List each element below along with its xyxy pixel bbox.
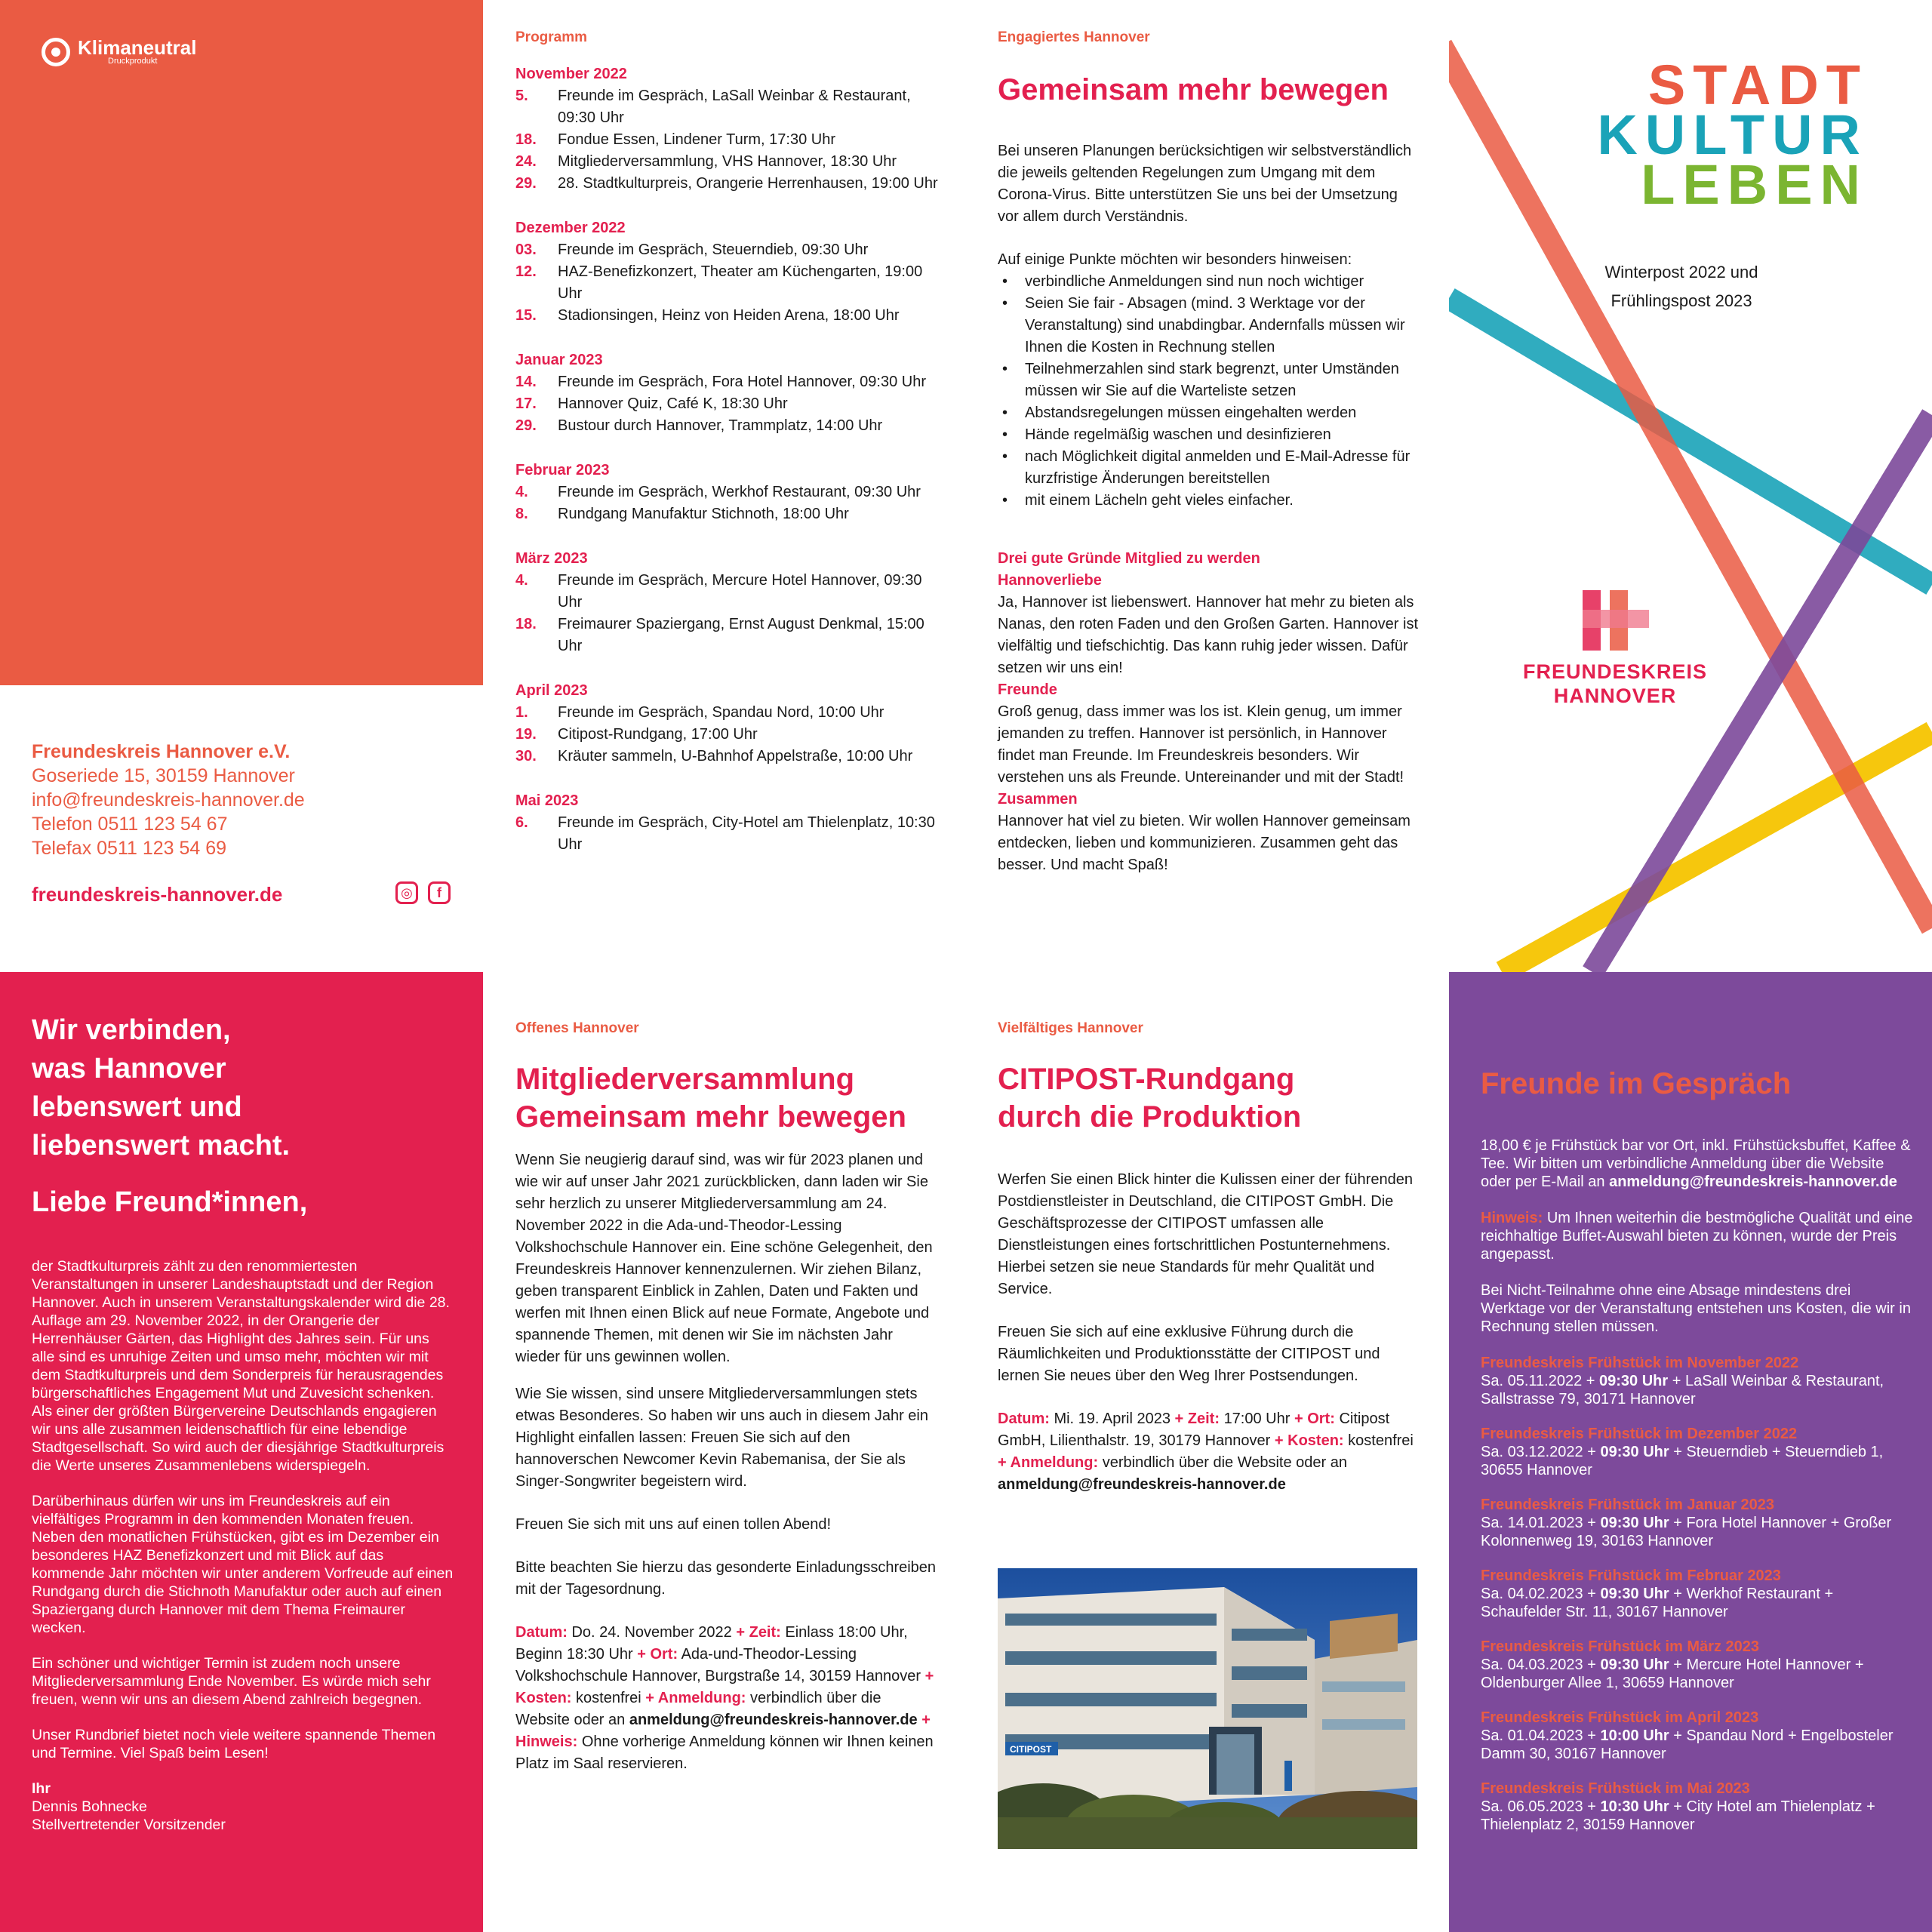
program-event [515,724,938,746]
citipost-heading-l1: CITIPOST-Rundgang [998,1063,1295,1096]
gespraech-email[interactable]: anmeldung@freundeskreis-hannover.de [1609,1174,1897,1190]
event-day: 4. [515,572,528,589]
welcome-letter [32,1257,454,1834]
value-zeit: Einlass 18:00 Uhr, Beginn 18:30 Uhr [515,1624,908,1663]
offen-heading [515,1060,938,1136]
value-datum: Do. 24. November 2022 [571,1624,732,1641]
event-text: Freunde im Gespräch, Spandau Nord, 10:00 Uhr [558,704,884,721]
engagiert-bullet-list [998,271,1420,512]
bullet-text: Hände regelmäßig waschen und desinfizieren [1025,426,1331,443]
headline-line-4: liebenswert macht. [32,1130,291,1161]
breakfast-title: Freundeskreis Frühstück im November 2022 [1481,1355,1799,1371]
program-event [515,371,938,393]
breakfast-time: 09:30 Uhr [1599,1373,1669,1389]
hint-label: Hinweis: [1481,1210,1543,1226]
reason-title: Freunde [998,681,1057,698]
logo-main-text: Klimaneutral [78,36,197,59]
breakfast-time: 10:30 Uhr [1600,1798,1669,1815]
breakfast-details [1481,1514,1915,1550]
breakfast-time: 09:30 Uhr [1600,1515,1669,1531]
org-fax: Telefax 0511 123 54 69 [32,838,227,859]
label-anmeldung: + Anmeldung: [645,1690,746,1706]
headline-line-1: Wir verbinden, [32,1014,231,1046]
value-kosten: kostenfrei [1348,1432,1414,1449]
label-ort: + Ort: [1294,1411,1335,1427]
breakfast-item [1481,1709,1915,1763]
program-event [515,129,938,151]
gespraech-heading: Freunde im Gespräch [1481,1067,1792,1100]
cover-panel [1449,0,1932,972]
breakfast-place: + Werkhof Restaurant + Schaufelder Str. 11, 30167 Hannover [1481,1586,1834,1620]
program-month-heading: Mai 2023 [515,792,579,809]
cover-subtitle [1449,258,1801,315]
breakfast-panel [1449,972,1932,1932]
facebook-icon[interactable]: f [428,881,451,904]
bullet-dot-icon: • [1002,295,1008,312]
engagiert-heading: Gemeinsam mehr bewegen [998,73,1389,106]
hint-text: Um Ihnen weiterhin die bestmögliche Qualität und eine reichhaltige Buffet-Auswahl bieten zu können, wurde der Preis angepasst. [1481,1210,1913,1263]
breakfast-details [1481,1656,1915,1692]
letter-paragraph: Ein schöner und wichtiger Termin ist zudem noch unsere Mitgliederversammlung Ende November. Es würde mich sehr freuen, wenn wir uns an diesem Abend zahlreich begegnen. [32,1655,431,1708]
program-event [515,261,938,305]
org-phone: Telefon 0511 123 54 67 [32,814,228,835]
org-line-2: HANNOVER [1553,685,1677,707]
title-kultur: KULTUR [1597,103,1868,166]
bullet-text: verbindliche Anmeldungen sind nun noch wichtiger [1025,273,1364,290]
citipost-details [998,1408,1420,1496]
breakfast-place: + Spandau Nord + Engelbosteler Damm 30, 30167 Hannover [1481,1727,1894,1762]
breakfast-place: + Mercure Hotel Hannover + Oldenburger Allee 1, 30659 Hannover [1481,1657,1864,1691]
letter-paragraph: der Stadtkulturpreis zählt zu den renommiertesten Veranstaltungen in unserer Landeshauptstadt und der Region Hannover. Auch in unserem Veranstaltungskalender wird die 28. Auflage am 29. November 2022, in der Orangerie der Herrenhäuser Gärten, das Highlight des Jahres sein. Für uns alle sind es unruhige Zeiten und umso mehr, möchten wir mit dem Stadtkulturpreis und dem Sonderpreis für herausragendes bürgerschaftliches Engagement Mut und Zuvesicht schenken. Als einer der größten Bürgervereine Deutschlands engagieren wir uns alle zusammen leidenschaftlich für eine lebendige Stadtgesellschaft. So wird auch der diesjährige Stadtkulturpreis die Werte unseres Zusammenlebens widerspiegeln. [32,1258,450,1474]
bullet-dot-icon: • [1002,448,1008,465]
event-day: 17. [515,395,537,412]
bullet-dot-icon: • [1002,273,1008,290]
reason-text: Hannover hat viel zu bieten. Wir wollen Hannover gemeinsam entdecken, lieben und kommunizieren. Zusammen geht das besser. Und macht Spaß! [998,813,1411,873]
citipost-heading [998,1060,1420,1136]
welcome-panel [0,972,483,1932]
event-day: 14. [515,374,537,390]
breakfast-title: Freundeskreis Frühstück im März 2023 [1481,1638,1760,1655]
breakfast-title: Freundeskreis Frühstück im Januar 2023 [1481,1497,1775,1513]
org-website-link[interactable]: freundeskreis-hannover.de [32,883,283,906]
breakfast-details [1481,1798,1915,1834]
breakfast-date: Sa. 05.11.2022 + [1481,1373,1595,1389]
bullet-text: Teilnehmerzahlen sind stark begrenzt, unter Umständen müssen wir Sie auf die Warteliste setzen [1025,361,1399,399]
offen-p4: Bitte beachten Sie hierzu das gesonderte Einladungsschreiben mit der Tagesordnung. [515,1559,937,1598]
breakfast-date: Sa. 14.01.2023 + [1481,1515,1596,1531]
engagiert-column [998,26,1420,876]
program-list [515,63,938,856]
citipost-column [998,1017,1420,1496]
bullet-item [998,424,1420,446]
org-address: Goseriede 15, 30159 Hannover [32,765,295,786]
event-day: 4. [515,484,528,500]
bullet-dot-icon: • [1002,426,1008,443]
reasons-list [998,570,1420,876]
value-kosten: kostenfrei [576,1690,641,1706]
breakfast-title: Freundeskreis Frühstück im Mai 2023 [1481,1780,1750,1797]
event-day: 29. [515,417,537,434]
gespraech-p3: Bei Nicht-Teilnahme ohne eine Absage mindestens drei Werktage vor der Veranstaltung entstehen uns Kosten, die wir in Rechnung stellen müssen. [1481,1282,1911,1335]
program-event [515,702,938,724]
event-text: Mitgliederversammlung, VHS Hannover, 18:30 Uhr [558,153,897,170]
anmeldung-email[interactable]: anmeldung@freundeskreis-hannover.de [998,1476,1286,1493]
label-kosten: + Kosten: [1274,1432,1344,1449]
citipost-heading-l2: durch die Produktion [998,1100,1302,1134]
value-anmeldung: verbindlich über die Website oder an [515,1690,881,1728]
cover-title [1597,54,1868,216]
program-event [515,481,938,503]
program-event [515,746,938,768]
label-zeit: + Zeit: [736,1624,781,1641]
program-month-heading: November 2022 [515,66,627,82]
gespraech-body [1481,1137,1915,1850]
value-zeit: 17:00 Uhr [1223,1411,1291,1427]
title-stadt: STADT [1647,54,1868,116]
value-ort: Ada-und-Theodor-Lessing Volkshochschule Hannover, Burgstraße 14, 30159 Hannover [515,1646,921,1684]
program-column [515,26,938,856]
breakfast-time: 09:30 Uhr [1600,1444,1669,1460]
logo-sub-text: Druckprodukt [108,57,158,66]
event-day: 29. [515,175,537,192]
instagram-icon[interactable]: ◎ [395,881,418,904]
breakfast-item [1481,1354,1915,1408]
breakfast-item [1481,1638,1915,1692]
program-month-heading: Februar 2023 [515,462,610,478]
welcome-greeting: Liebe Freund*innen, [32,1186,308,1218]
headline-line-3: lebenswert und [32,1091,242,1123]
reasons-title: Drei gute Gründe Mitglied zu werden [998,550,1260,567]
label-ort: + Ort: [637,1646,678,1663]
breakfast-title: Freundeskreis Frühstück im Februar 2023 [1481,1567,1781,1584]
reason-text: Ja, Hannover ist liebenswert. Hannover hat mehr zu bieten als Nanas, den roten Faden und den Großen Garten. Hannover ist vielfältig und tiefschichtig. Das kann ruhig jeder wissen. Dafür setzen wir uns ein! [998,594,1419,676]
coral-panel [0,0,483,685]
event-day: 6. [515,814,528,831]
breakfast-date: Sa. 04.02.2023 + [1481,1586,1596,1602]
program-event [515,415,938,437]
offen-column [515,1017,938,1775]
breakfast-place: + Fora Hotel Hannover + Großer Kolonnenweg 19, 30163 Hannover [1481,1515,1892,1549]
label-kosten: + Kosten: [515,1668,934,1706]
program-event [515,305,938,327]
bullet-dot-icon: • [1002,492,1008,509]
program-event [515,570,938,614]
event-text: Freunde im Gespräch, LaSall Weinbar & Restaurant, 09:30 Uhr [558,88,911,126]
breakfast-place: + City Hotel am Thielenplatz + Thielenplatz 2, 30159 Hannover [1481,1798,1875,1833]
letter-paragraph: Unser Rundbrief bietet noch viele weitere spannende Themen und Termine. Viel Spaß beim Lesen! [32,1727,436,1761]
offen-heading-l1: Mitgliederversammlung [515,1063,855,1096]
event-day: 1. [515,704,528,721]
bullet-item [998,446,1420,490]
breakfast-item [1481,1567,1915,1621]
offen-p1: Wenn Sie neugierig darauf sind, was wir für 2023 planen und wie wir auf unser Jahr 2021 zurückblicken, dann laden wir Sie sehr herzlich zu unserer Mitgliederversammlung am 24. November 2022 in die Ada-und-Theodor-Lessing Volkshochschule Hannover ein. Eine schöne Gelegenheit, den Freundeskreis Hannover kennenzulernen. Wir ziehen Bilanz, geben transparent Einblick in Zahlen, Daten und Fakten und werfen mit Ihnen einen Blick auf neue Formate, Angebote und spannende Themen, mit denen wir Sie im nächsten Jahr wieder für uns gewinnen wollen. [515,1152,933,1365]
bullet-item [998,402,1420,424]
welcome-headline [32,1011,290,1165]
program-kicker: Programm [515,29,588,45]
event-text: 28. Stadtkulturpreis, Orangerie Herrenhausen, 19:00 Uhr [558,175,938,192]
program-month-heading: März 2023 [515,550,588,567]
engagiert-intro: Bei unseren Planungen berücksichtigen wir selbstverständlich die jeweils geltenden Regelungen zum Umgang mit dem Corona-Virus. Bitte unterstützen Sie uns bei der Umsetzung vor allem durch Verständnis. [998,143,1412,225]
breakfast-time: 10:00 Uhr [1600,1727,1669,1744]
breakfast-details [1481,1443,1915,1479]
breakfast-details [1481,1372,1915,1408]
reason-title: Zusammen [998,791,1078,808]
offen-details [515,1622,938,1775]
sign-ihr: Ihr [32,1780,51,1797]
event-day: 18. [515,131,537,148]
event-text: Bustour durch Hannover, Trammplatz, 14:00 Uhr [558,417,883,434]
bullet-dot-icon: • [1002,405,1008,421]
engagiert-points-intro: Auf einige Punkte möchten wir besonders hinweisen: [998,251,1352,268]
event-day: 03. [515,242,537,258]
program-event [515,85,938,129]
event-day: 19. [515,726,537,743]
program-month-heading: Januar 2023 [515,352,603,368]
leaf-icon [42,38,70,66]
event-text: Freunde im Gespräch, Steuerndieb, 09:30 Uhr [558,242,869,258]
offen-p3: Freuen Sie sich mit uns auf einen tollen Abend! [515,1516,832,1533]
label-hinweis: + Hinweis: [515,1712,931,1750]
event-text: Freunde im Gespräch, Mercure Hotel Hannover, 09:30 Uhr [558,572,922,611]
offen-heading-l2: Gemeinsam mehr bewegen [515,1100,906,1134]
breakfast-details [1481,1727,1915,1763]
reason-title: Hannoverliebe [998,572,1102,589]
sign-name: Dennis Bohnecke [32,1798,147,1815]
event-text: Freunde im Gespräch, Fora Hotel Hannover, 09:30 Uhr [558,374,927,390]
breakfast-item [1481,1425,1915,1479]
value-datum: Mi. 19. April 2023 [1054,1411,1171,1427]
breakfast-time: 09:30 Uhr [1600,1586,1669,1602]
event-day: 15. [515,307,537,324]
citipost-p2: Freuen Sie sich auf eine exklusive Führung durch die Räumlichkeiten und Produktionsstätte der CITIPOST und lernen Sie neues über den Weg Ihrer Postsendungen. [998,1324,1380,1384]
event-text: Stadionsingen, Heinz von Heiden Arena, 18:00 Uhr [558,307,900,324]
program-event [515,239,938,261]
event-day: 5. [515,88,528,104]
breakfast-item [1481,1780,1915,1834]
breakfast-date: Sa. 06.05.2023 + [1481,1798,1596,1815]
gespraech-hint [1481,1209,1915,1263]
event-day: 24. [515,153,537,170]
program-event [515,151,938,173]
sign-role: Stellvertretender Vorsitzender [32,1817,226,1833]
freundeskreis-logo-mark [1583,590,1649,651]
breakfast-date: Sa. 01.04.2023 + [1481,1727,1596,1744]
event-text: Hannover Quiz, Café K, 18:30 Uhr [558,395,788,412]
event-day: 18. [515,616,537,632]
bullet-text: Seien Sie fair - Absagen (mind. 3 Werktage vor der Veranstaltung) sind unabdingbar. Andernfalls müssen wir Ihnen die Kosten in Rechnung stellen [1025,295,1405,355]
bullet-item [998,271,1420,293]
event-text: Kräuter sammeln, U-Bahnhof Appelstraße, 10:00 Uhr [558,748,913,764]
offen-p2: Wie Sie wissen, sind unsere Mitgliederversammlungen stets etwas Besonderes. So haben wir uns auch in diesem Jahr ein Highlight einfallen lassen: Freuen Sie sich auf den hannoverschen Newcomer Kevin Rabemanisa, der Sie als Singer-Songwriter begeistern wird. [515,1386,928,1490]
program-month-heading: Dezember 2022 [515,220,626,236]
value-hinweis: Ohne vorherige Anmeldung können wir Ihnen keinen Platz im Saal reservieren. [515,1734,934,1772]
breakfast-details [1481,1585,1915,1621]
subtitle-line-2: Frühlingspost 2023 [1611,291,1752,310]
headline-line-2: was Hannover [32,1053,226,1084]
contact-panel [0,685,483,972]
event-text: Freunde im Gespräch, City-Hotel am Thielenplatz, 10:30 Uhr [558,814,935,853]
bullet-text: Abstandsregelungen müssen eingehalten werden [1025,405,1357,421]
program-event [515,503,938,525]
photo-sign-text: CITIPOST [1010,1744,1052,1755]
bullet-item [998,490,1420,512]
breakfast-item [1481,1496,1915,1550]
event-text: Rundgang Manufaktur Stichnoth, 18:00 Uhr [558,506,849,522]
bullet-item [998,358,1420,402]
anmeldung-email[interactable]: anmeldung@freundeskreis-hannover.de [629,1712,918,1728]
bullet-item [998,293,1420,358]
breakfast-title: Freundeskreis Frühstück im April 2023 [1481,1709,1759,1726]
gespraech-p1-text: 18,00 € je Frühstück bar vor Ort, inkl. Frühstücksbuffet, Kaffee & Tee. Wir bitten um verbindliche Anmeldung über die Website oder per E-Mail an [1481,1137,1911,1190]
label-zeit: + Zeit: [1174,1411,1220,1427]
breakfast-date: Sa. 04.03.2023 + [1481,1657,1596,1673]
breakfast-list [1481,1354,1915,1834]
reason-text: Groß genug, dass immer was los ist. Klein genug, um immer jemanden zu treffen. Hannover ist persönlich, in Hannover findet man Freunde. Im Freundeskreis besonders. Wir verstehen uns als Freunde. Untereinander und mit der Stadt! [998,703,1404,786]
value-ort: Citipost GmbH, Lilienthalstr. 19, 30179 Hannover [998,1411,1390,1449]
breakfast-date: Sa. 03.12.2022 + [1481,1444,1596,1460]
letter-paragraph: Darüberhinaus dürfen wir uns im Freundeskreis auf ein vielfältiges Programm in den kommenden Monaten freuen. Neben den monatlichen Frühstücken, gibt es im Dezember ein besonderes HAZ Benefizkonzert und mit Blick auf das kommende Jahr möchten wir unter anderem Vorfreude auf einen Rundgang durch die Stichnoth Manufaktur oder auch auf einen Spaziergang durch Hannover mit dem Thema Freimaurer wecken. [32,1493,454,1636]
program-event [515,393,938,415]
contact-block [32,740,305,860]
event-text: Freimaurer Spaziergang, Ernst August Denkmal, 15:00 Uhr [558,616,924,654]
event-day: 12. [515,263,537,280]
subtitle-line-1: Winterpost 2022 und [1604,263,1758,281]
program-month-heading: April 2023 [515,682,588,699]
engagiert-kicker: Engagiertes Hannover [998,29,1150,45]
citipost-building-photo [998,1568,1417,1849]
citipost-p1: Werfen Sie einen Blick hinter die Kulissen einer der führenden Postdienstleister in Deutschland, die CITIPOST GmbH. Die Geschäftsprozesse der CITIPOST umfassen alle Dienstleistungen eines fortschrittlichen Postunternehmens. Hierbei setzen sie neue Standards für mehr Qualität und Service. [998,1171,1413,1297]
freundeskreis-logo-text [1502,660,1728,708]
event-text: Freunde im Gespräch, Werkhof Restaurant, 09:30 Uhr [558,484,921,500]
event-text: Citipost-Rundgang, 17:00 Uhr [558,726,758,743]
breakfast-title: Freundeskreis Frühstück im Dezember 2022 [1481,1426,1798,1442]
gespraech-p1 [1481,1137,1915,1191]
citipost-kicker: Vielfältiges Hannover [998,1020,1143,1036]
program-event [515,614,938,657]
org-email[interactable]: info@freundeskreis-hannover.de [32,789,305,811]
event-day: 30. [515,748,537,764]
climate-neutral-logo [42,38,197,66]
label-anmeldung: + Anmeldung: [998,1454,1099,1471]
offen-kicker: Offenes Hannover [515,1020,639,1036]
org-name: Freundeskreis Hannover e.V. [32,741,291,762]
label-datum: Datum: [515,1624,568,1641]
event-text: HAZ-Benefizkonzert, Theater am Küchengarten, 19:00 Uhr [558,263,923,302]
value-anmeldung: verbindlich über die Website oder an [1102,1454,1347,1471]
breakfast-time: 09:30 Uhr [1600,1657,1669,1673]
org-line-1: FREUNDESKREIS [1522,660,1708,683]
program-event [515,173,938,195]
program-event [515,812,938,856]
title-leben: LEBEN [1641,153,1868,216]
event-text: Fondue Essen, Lindener Turm, 17:30 Uhr [558,131,835,148]
bullet-text: mit einem Lächeln geht vieles einfacher. [1025,492,1294,509]
breakfast-place: + Steuerndieb + Steuerndieb 1, 30655 Hannover [1481,1444,1884,1478]
bullet-text: nach Möglichkeit digital anmelden und E-Mail-Adresse für kurzfristige Änderungen bereitstellen [1025,448,1411,487]
event-day: 8. [515,506,528,522]
bullet-dot-icon: • [1002,361,1008,377]
breakfast-place: + LaSall Weinbar & Restaurant, Sallstrasse 79, 30171 Hannover [1481,1373,1884,1407]
label-datum: Datum: [998,1411,1050,1427]
